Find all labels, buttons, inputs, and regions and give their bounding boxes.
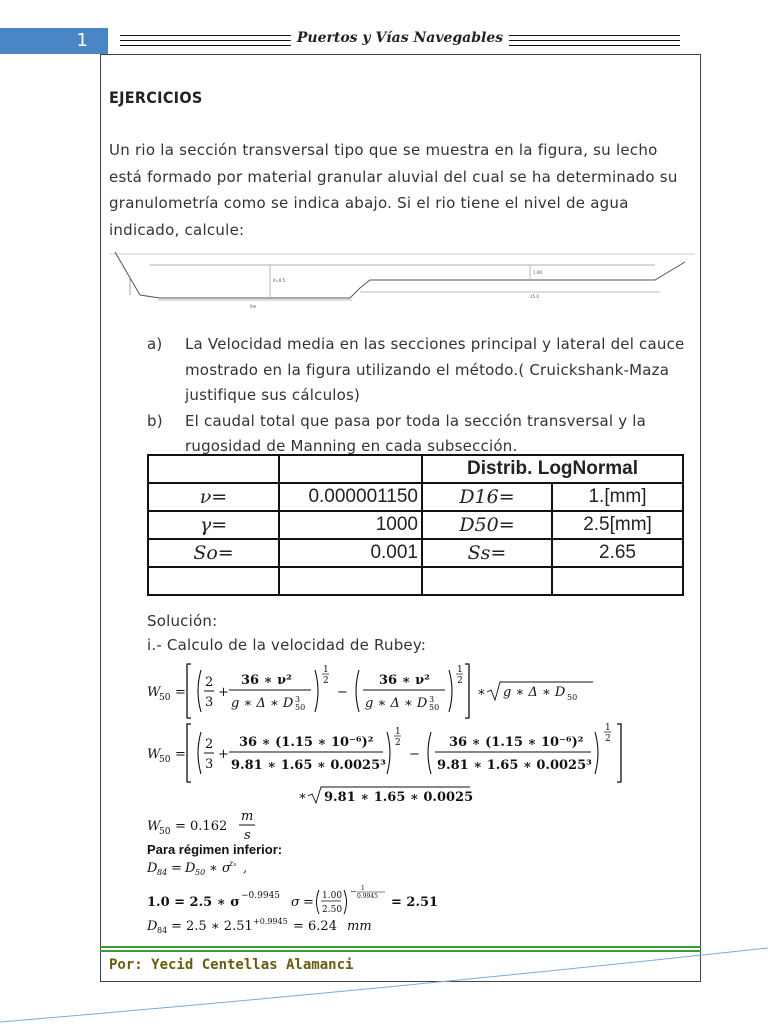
table-row xyxy=(148,483,683,511)
svg-text:∗: ∗ xyxy=(298,789,307,804)
svg-text:−0.9945: −0.9945 xyxy=(241,891,281,901)
list-item xyxy=(147,332,692,409)
svg-text:36 ∗ ν²: 36 ∗ ν² xyxy=(241,673,292,688)
svg-text:D: D xyxy=(147,919,158,934)
svg-text:84: 84 xyxy=(157,926,168,935)
formula-w50-general xyxy=(147,660,597,726)
svg-text:D: D xyxy=(185,861,196,876)
list-marker: b) xyxy=(147,411,163,430)
table-row xyxy=(148,455,683,483)
svg-text:3: 3 xyxy=(429,695,435,704)
solution-step: i.- Calculo de la velocidad de Rubey: xyxy=(147,636,427,654)
dim-label-lateral-width: 15.0 xyxy=(530,294,539,299)
svg-text:g ∗ Δ ∗ D: g ∗ Δ ∗ D xyxy=(231,696,294,711)
table-cell: 1.[mm] xyxy=(552,483,683,511)
svg-text:2: 2 xyxy=(605,734,611,744)
svg-text:W: W xyxy=(147,747,161,762)
svg-text:36 ∗ ν²: 36 ∗ ν² xyxy=(379,673,430,688)
svg-text:=: = xyxy=(171,861,182,876)
cross-section-figure xyxy=(110,250,695,318)
svg-text:1.00: 1.00 xyxy=(322,891,343,901)
table-header: Distrib. LogNormal xyxy=(422,455,683,483)
svg-text:s: s xyxy=(244,828,251,842)
svg-text:50: 50 xyxy=(567,693,578,702)
svg-text:mm: mm xyxy=(347,919,372,934)
svg-text:1: 1 xyxy=(395,727,401,737)
formula-sqrt-continuation xyxy=(298,784,478,812)
dim-label-depth: P=0.5 xyxy=(273,278,286,283)
formula-w50-result xyxy=(147,808,287,846)
svg-text:36 ∗ (1.15 ∗ 10⁻⁶)²: 36 ∗ (1.15 ∗ 10⁻⁶)² xyxy=(239,735,374,750)
svg-text:+: + xyxy=(218,685,229,700)
table-row xyxy=(148,511,683,539)
svg-text:50: 50 xyxy=(159,693,171,703)
table-cell: Ss= xyxy=(422,539,552,567)
table-cell: ν= xyxy=(148,483,279,511)
svg-text:2.50: 2.50 xyxy=(322,905,343,915)
svg-text:σ: σ xyxy=(291,895,300,910)
svg-text:50: 50 xyxy=(195,868,206,877)
svg-text:zₙ: zₙ xyxy=(229,859,237,868)
svg-text:3: 3 xyxy=(205,695,214,710)
svg-text:9.81 ∗ 1.65 ∗ 0.0025: 9.81 ∗ 1.65 ∗ 0.0025 xyxy=(324,790,474,805)
intro-paragraph: Un rio la sección transversal tipo que se muestra en la figura, su lecho está formado por material granular aluvial del cual se ha determinado su granulometría como se indica abajo. Si el rio tiene el nivel de agua indicado, calcule: xyxy=(109,141,678,239)
svg-text:84: 84 xyxy=(157,868,168,877)
svg-text:=: = xyxy=(303,895,314,910)
svg-text:1: 1 xyxy=(605,723,611,733)
table-cell: 2.5[mm] xyxy=(552,511,683,539)
svg-text:= 2.51: = 2.51 xyxy=(391,895,439,910)
svg-text:9.81 ∗ 1.65 ∗ 0.0025³: 9.81 ∗ 1.65 ∗ 0.0025³ xyxy=(437,758,592,773)
svg-text:g ∗ Δ ∗ D: g ∗ Δ ∗ D xyxy=(365,696,428,711)
svg-text:= 2.5 ∗ 2.51: = 2.5 ∗ 2.51 xyxy=(171,919,253,934)
table-cell: 2.65 xyxy=(552,539,683,567)
solution-label: Solución: xyxy=(147,612,218,630)
svg-text:∗: ∗ xyxy=(477,685,486,700)
svg-text:2: 2 xyxy=(457,676,463,686)
list-marker: a) xyxy=(147,335,163,353)
svg-text:9.81 ∗ 1.65 ∗ 0.0025³: 9.81 ∗ 1.65 ∗ 0.0025³ xyxy=(231,758,386,773)
svg-text:= 6.24: = 6.24 xyxy=(293,919,337,934)
svg-text:−: − xyxy=(409,747,420,762)
svg-text:50: 50 xyxy=(429,703,440,712)
dim-label-main-width: 6m xyxy=(250,304,257,309)
svg-text:36 ∗ (1.15 ∗ 10⁻⁶)²: 36 ∗ (1.15 ∗ 10⁻⁶)² xyxy=(449,735,584,750)
header-title: Puertos y Vías Navegables xyxy=(291,30,509,46)
svg-text:1: 1 xyxy=(361,885,365,892)
svg-text:50: 50 xyxy=(159,755,171,765)
svg-text:3: 3 xyxy=(205,757,214,772)
dim-label-lateral-depth: 1.00 xyxy=(533,270,542,275)
table-cell: So= xyxy=(148,539,279,567)
svg-text:50: 50 xyxy=(159,827,171,837)
svg-text:=: = xyxy=(175,685,186,700)
table-row xyxy=(148,539,683,567)
table-cell: 1000 xyxy=(279,511,422,539)
svg-text:W: W xyxy=(147,819,161,834)
question-list xyxy=(147,332,692,460)
svg-text:m: m xyxy=(241,809,254,824)
svg-text:,: , xyxy=(243,861,248,876)
svg-text:1: 1 xyxy=(457,665,463,675)
list-text: La Velocidad media en las secciones principal y lateral del cauce mostrado en la figura utilizando el método.( Cruickshank-Maza justifique sus cálculos) xyxy=(185,335,685,404)
decorative-swoosh xyxy=(0,940,768,1024)
header-rule xyxy=(120,31,680,49)
table-cell: 0.000001150 xyxy=(279,483,422,511)
formula-d84 xyxy=(147,858,287,882)
svg-text:+0.9945: +0.9945 xyxy=(253,917,288,926)
table-row xyxy=(148,567,683,595)
svg-text:1.0 = 2.5 ∗ σ: 1.0 = 2.5 ∗ σ xyxy=(147,895,240,910)
svg-text:1: 1 xyxy=(323,665,329,675)
table-cell: D50= xyxy=(422,511,552,539)
svg-text:−: − xyxy=(350,887,357,896)
table-cell: D16= xyxy=(422,483,552,511)
svg-text:g ∗ Δ ∗ D: g ∗ Δ ∗ D xyxy=(503,685,566,700)
svg-text:= 0.162: = 0.162 xyxy=(175,819,228,834)
svg-text:−: − xyxy=(337,685,348,700)
page-number: 1 xyxy=(0,28,108,54)
svg-text:2: 2 xyxy=(205,675,214,690)
svg-text:=: = xyxy=(175,747,186,762)
formula-w50-numeric xyxy=(147,722,637,788)
regime-label: Para régimen inferior: xyxy=(147,842,283,857)
section-heading: EJERCICIOS xyxy=(109,88,203,107)
svg-text:0.9945: 0.9945 xyxy=(357,893,378,900)
svg-text:∗ σ: ∗ σ xyxy=(209,861,231,876)
table-cell: 0.001 xyxy=(279,539,422,567)
table-cell: γ= xyxy=(148,511,279,539)
svg-text:2: 2 xyxy=(323,676,329,686)
svg-text:2: 2 xyxy=(205,737,214,752)
svg-text:2: 2 xyxy=(395,738,401,748)
svg-text:D: D xyxy=(147,861,158,876)
svg-text:+: + xyxy=(218,747,229,762)
list-item xyxy=(147,409,692,460)
data-table xyxy=(147,454,684,596)
list-text: El caudal total que pasa por toda la sección transversal y la rugosidad de Manning en cada subsección. xyxy=(185,411,647,455)
formula-d84-result xyxy=(147,916,407,940)
svg-text:W: W xyxy=(147,685,161,700)
footer-author: Por: Yecid Centellas Alamanci xyxy=(109,957,354,973)
svg-text:3: 3 xyxy=(295,695,301,704)
svg-text:50: 50 xyxy=(295,703,306,712)
